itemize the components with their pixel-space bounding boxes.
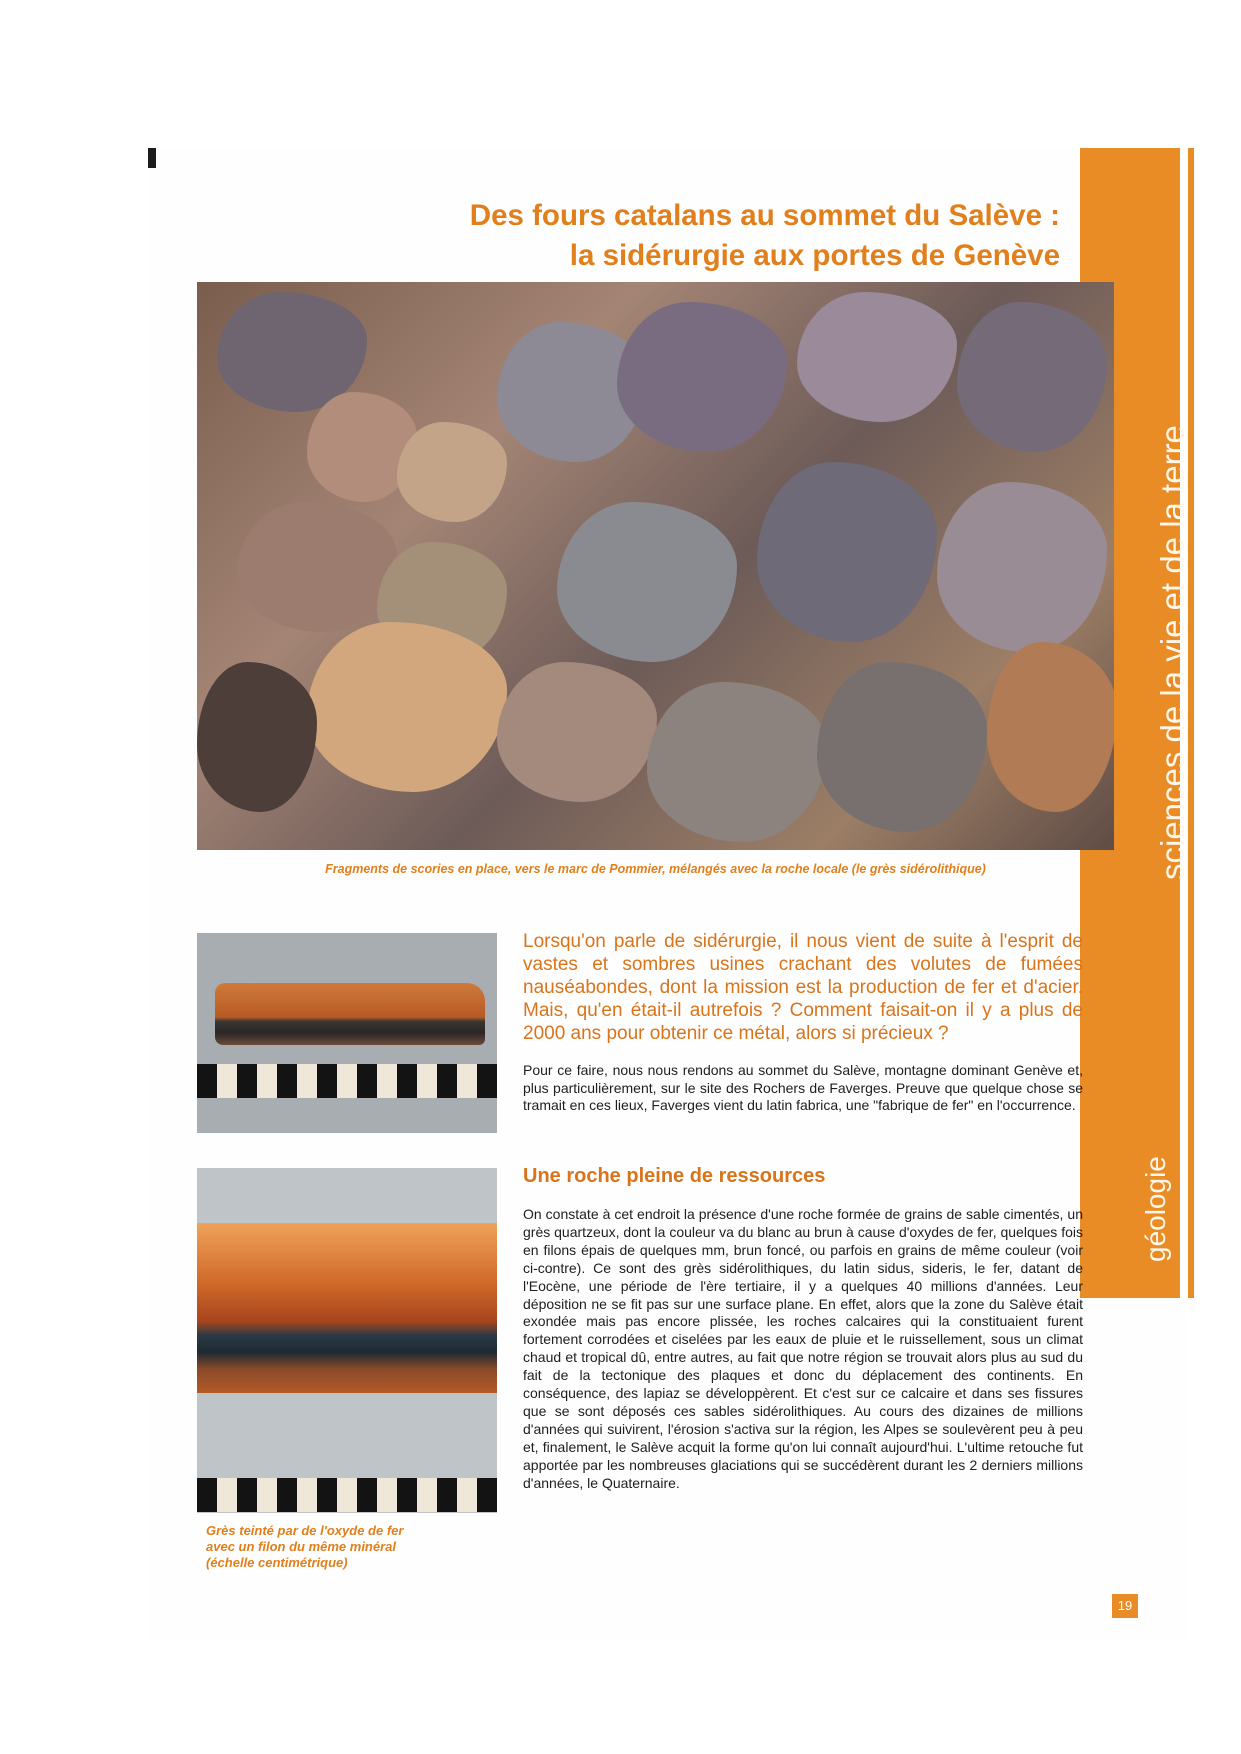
rock-shape xyxy=(557,502,737,662)
rock-shape xyxy=(497,662,657,802)
iron-vein-closeup-photo xyxy=(197,1168,497,1513)
rock-shape xyxy=(397,422,507,522)
rock-shape xyxy=(957,302,1107,452)
sidebar-subsection-label: géologie xyxy=(1140,1156,1171,1262)
title-line-2: la sidérurgie aux portes de Genève xyxy=(569,239,1060,272)
rock-shape xyxy=(647,682,827,842)
rock-shape xyxy=(237,502,397,632)
rock-shape xyxy=(757,462,937,642)
page-number: 19 xyxy=(1112,1594,1138,1618)
slag-fragments-photo xyxy=(197,282,1114,850)
rock-shape xyxy=(307,622,507,792)
body-paragraph-1: Pour ce faire, nous nous rendons au sommet du Salève, montagne dominant Genève et, plus particulièrement, sur le site des Rochers de Faverges. Preuve que quelque chose se tramait en ces lieux, Faverges vient du latin fabrica, une "fabrique de fer" en l'occurrence. xyxy=(523,1062,1083,1113)
caption-line: (échelle centimétrique) xyxy=(206,1555,348,1570)
rock-shape xyxy=(817,662,987,832)
rock-shape xyxy=(987,642,1114,812)
page-title xyxy=(350,196,1060,276)
side-photo-caption xyxy=(206,1523,496,1571)
intro-paragraph: Lorsqu'on parle de sidérurgie, il nous vient de suite à l'esprit de vastes et sombres usines crachant des volutes de fumées nauséabondes, dont la mission est la production de fer et d'acier. Mais, qu'en était-il autrefois ? Comment faisait-on il y a plus de 2000 ans pour obtenir ce métal, alors si précieux ? xyxy=(523,931,1083,1044)
section-heading: Une roche pleine de ressources xyxy=(523,1165,826,1187)
corner-mark xyxy=(148,148,156,168)
title-line-1: Des fours catalans au sommet du Salève : xyxy=(469,199,1060,232)
cm-scale xyxy=(197,1064,497,1098)
rock-shape xyxy=(937,482,1107,652)
rock-shape xyxy=(617,302,787,452)
sandstone-sample xyxy=(215,983,485,1045)
main-photo-caption: Fragments de scories en place, vers le marc de Pommier, mélangés avec la roche locale (le grès sidérolithique) xyxy=(325,862,986,876)
caption-line: Grès teinté par de l'oxyde de fer xyxy=(206,1523,404,1538)
sidebar-section-label: sciences de la vie et de la terre xyxy=(1154,425,1191,880)
sandstone-sample-photo xyxy=(197,933,497,1133)
cm-scale xyxy=(197,1478,497,1512)
iron-vein-sample xyxy=(197,1223,497,1393)
rock-shape xyxy=(197,662,317,812)
body-paragraph-2: On constate à cet endroit la présence d'une roche formée de grains de sable cimentés, un grès quartzeux, dont la couleur va du blanc au brun à cause d'oxydes de fer, quelques fois en filons épais de quelques mm, brun foncé, ou parfois en grains de même couleur (voir ci-contre). Ce sont des grès sidérolithiques, du latin sidus, sideris, le fer, datant de l'Eocène, une période de l'ère tertiaire, il y a quelques 40 millions d'années. Leur déposition ne se fit pas sur une surface plane. En effet, alors que la zone du Salève était exondée mais pas encore plissée, les roches calcaires qui la constituaient furent fortement corrodées et ciselées par les eaux de pluie et le ruissellement, sous un climat chaud et tropical dû, entre autres, au fait que notre région se trouvait alors plus au sud du fait de la tectonique des plaques et donc du déplacement des continents. En conséquence, des lapiaz se développèrent. Et c'est sur ce calcaire et dans ses fissures que se sont déposés ces sables sidérolithiques. Au cours des dizaines de millions d'années qui suivirent, l'érosion s'activa sur la région, les Alpes se soulevèrent peu à peu et, finalement, le Salève acquit la forme qu'on lui connaît aujourd'hui. L'ultime retouche fut apportée par les nombreuses glaciations qui se succédèrent durant les 2 derniers millions d'années, le Quaternaire. xyxy=(523,1206,1083,1491)
caption-line: avec un filon du même minéral xyxy=(206,1539,396,1554)
rock-shape xyxy=(797,292,957,422)
